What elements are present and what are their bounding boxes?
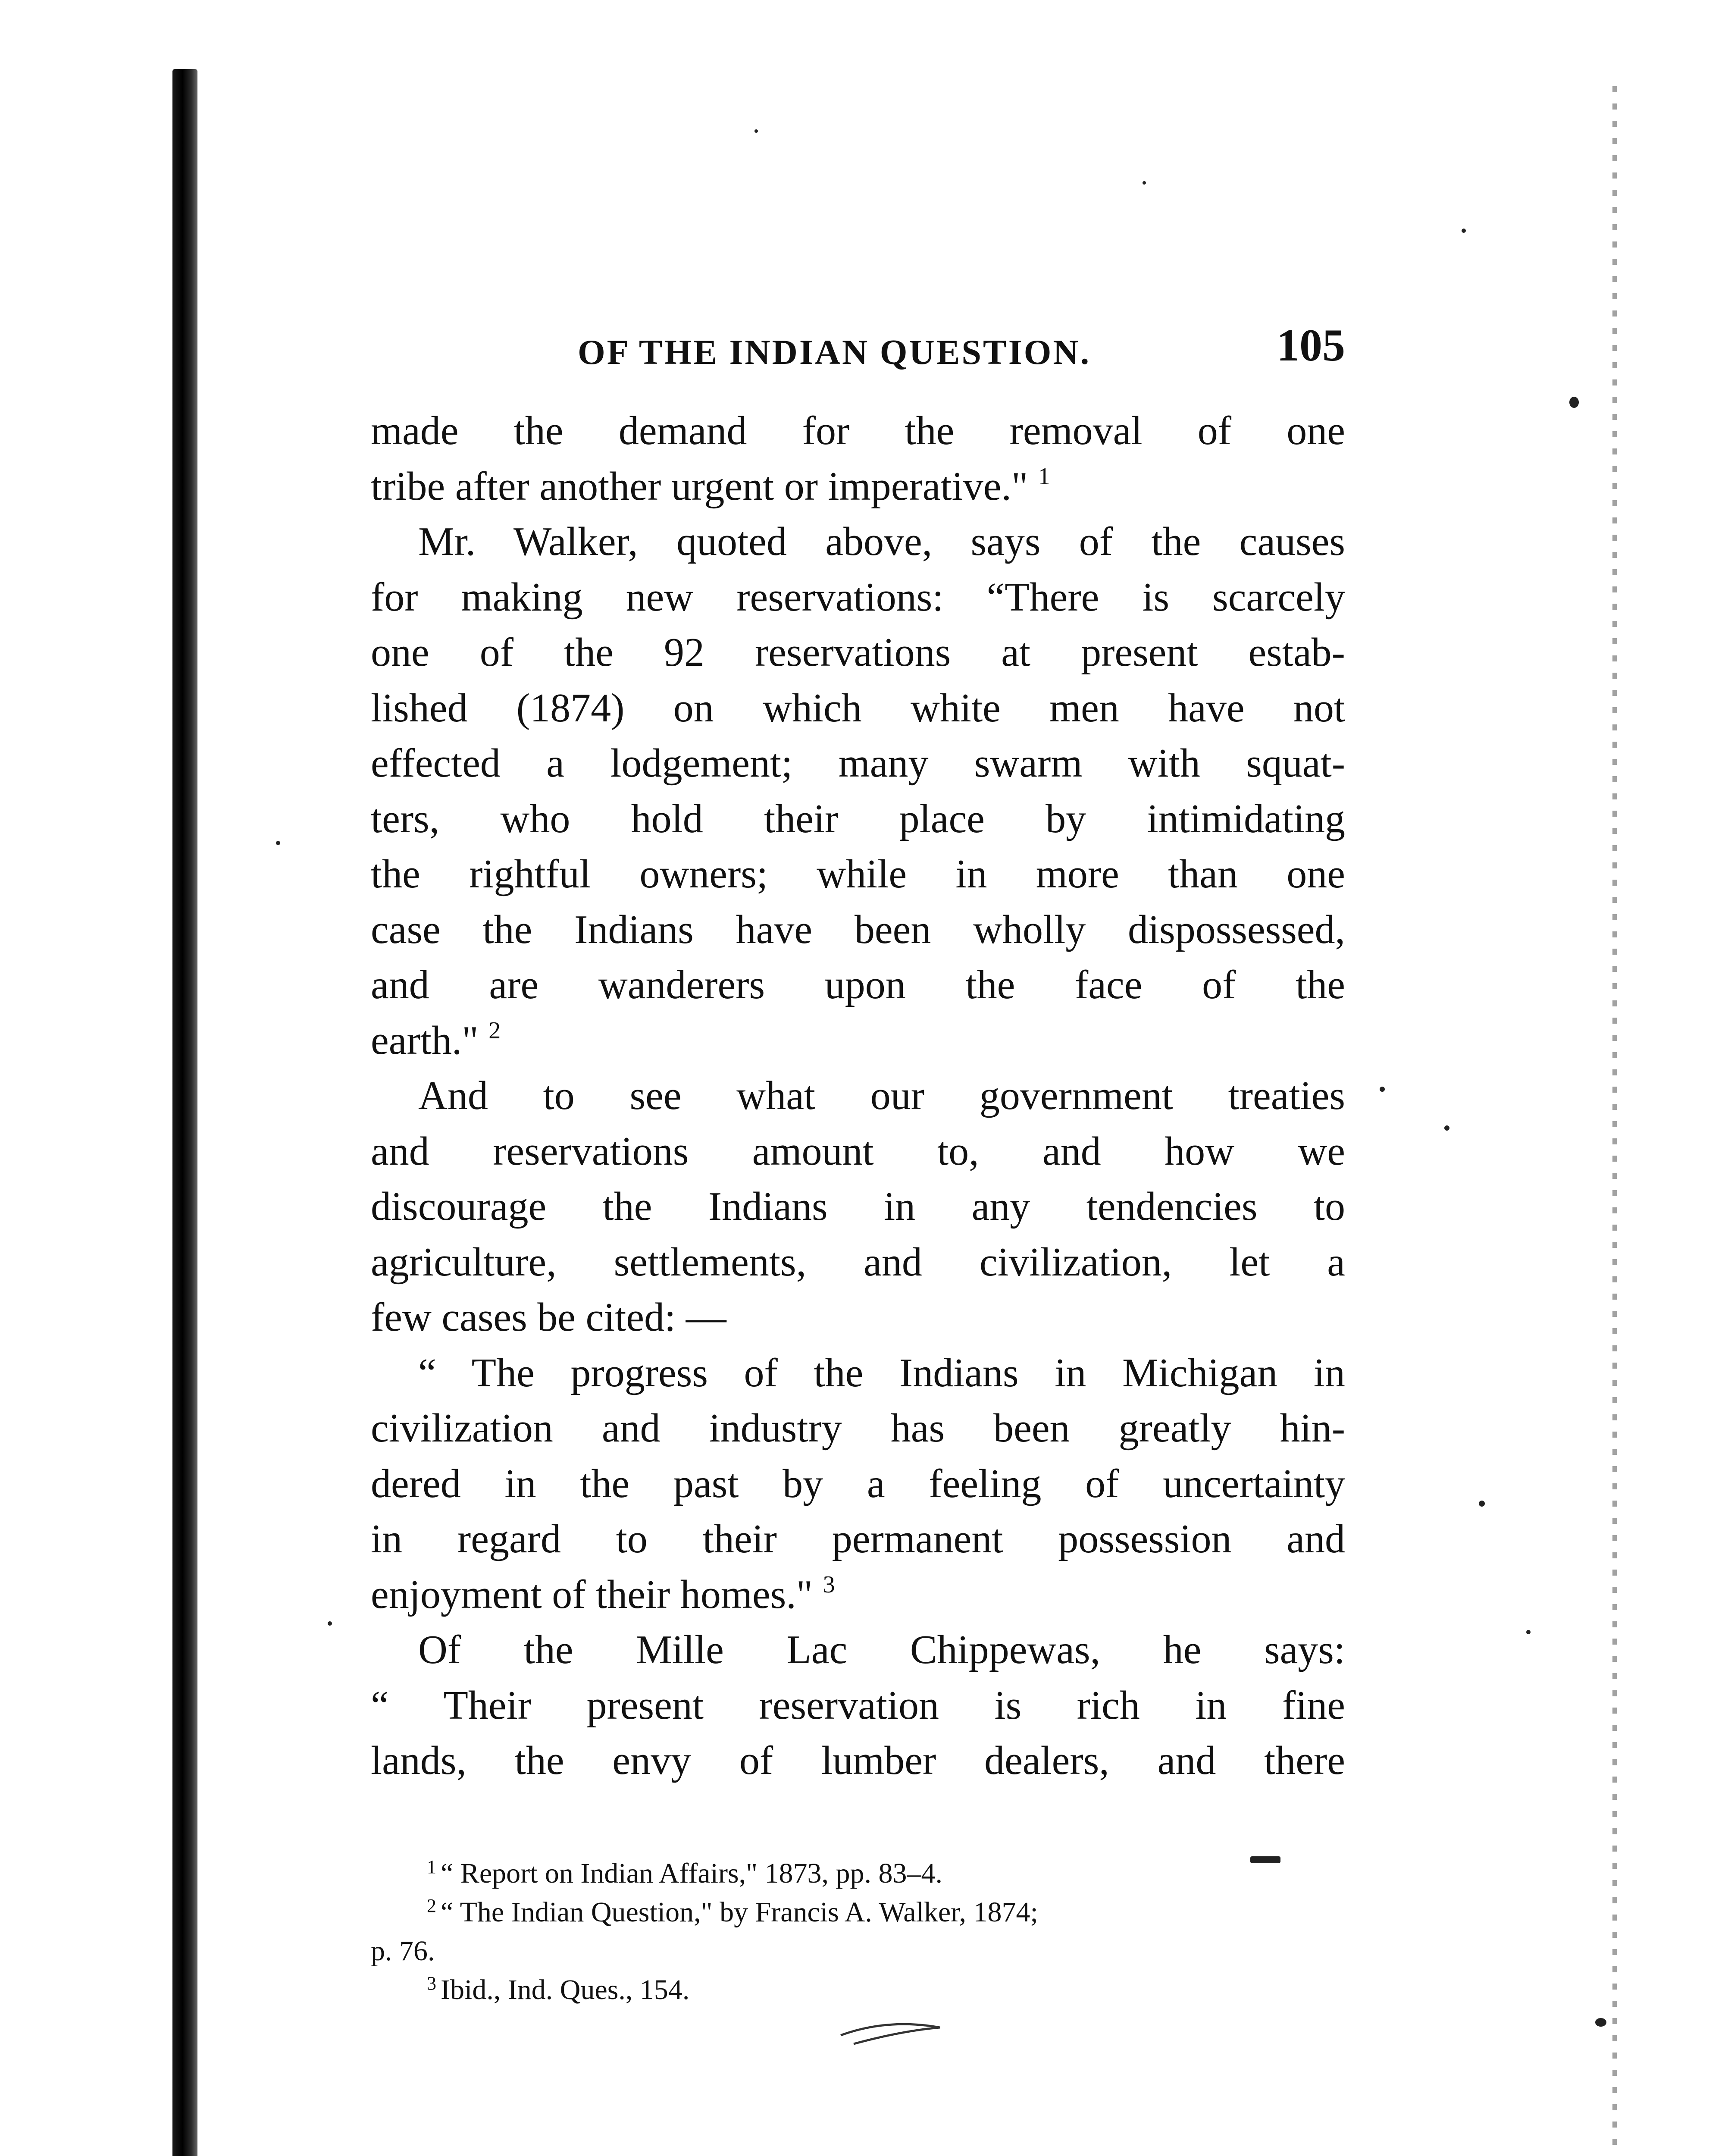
text-line-content: Mr. Walker, quoted above, says of the causes [418,519,1345,564]
text-line-content: “ The progress of the Indians in Michigan in [418,1350,1345,1395]
text-line [371,1401,1345,1456]
text-line-content: and reservations amount to, and how we [371,1128,1345,1174]
text-line-content: the rightful owners; while in more than one [371,852,1345,896]
footnote [371,1971,1345,2009]
text-line [371,1179,1345,1235]
text-line [371,846,1345,902]
pencil-arrow-mark [836,2009,949,2048]
binding-edge [172,69,197,2156]
footnote [371,1854,1345,1893]
text-line [371,1068,1345,1124]
text-line [371,1345,1345,1401]
text-line [371,1622,1345,1678]
text-line [371,570,1345,625]
text-line-content: case the Indians have been wholly dispossessed, [371,907,1345,952]
page-number: 105 [1277,320,1345,370]
body-text [371,403,1345,1789]
text-line [371,625,1345,680]
text-line-content: in regard to their permanent possession and [371,1517,1345,1561]
text-line-content: tribe after another urgent or imperative." [371,464,1028,509]
footnote-reference: 1 [1038,463,1050,490]
text-line [371,791,1345,847]
text-line-content: dered in the past by a feeling of uncertainty [371,1461,1345,1506]
text-line [371,1290,1345,1345]
text-line [371,459,1345,514]
text-line-content: civilization and industry has been greatly hin- [371,1406,1345,1451]
text-line-content: and are wanderers upon the face of the [371,962,1345,1007]
text-line [371,1733,1345,1789]
text-line [371,1235,1345,1290]
footnote [371,1932,1345,1971]
text-line [371,514,1345,570]
text-line-content: effected a lodgement; many swarm with squat- [371,741,1345,786]
text-line [371,1678,1345,1733]
text-line-content: enjoyment of their homes." [371,1572,813,1617]
footnote-number: 3 [427,1973,436,1994]
text-line-content: agriculture, settlements, and civilization, let a [371,1239,1345,1285]
footnote-text: Ibid., Ind. Ques., 154. [441,1974,690,2006]
footnote-reference: 2 [488,1017,501,1044]
text-line [371,1567,1345,1623]
text-line [371,1511,1345,1567]
text-line [371,736,1345,791]
footnote-reference: 3 [823,1571,835,1598]
text-line-content: ters, who hold their place by intimidating [371,796,1345,841]
text-line [371,1013,1345,1069]
text-line-content: made the demand for the removal of one [371,408,1345,453]
text-line [371,902,1345,958]
footnote-number: 1 [427,1856,436,1877]
text-line-content: And to see what our government treaties [418,1073,1345,1118]
page-header [371,315,1345,375]
text-line [371,403,1345,459]
text-line-content: “ Their present reservation is rich in fine [371,1683,1345,1728]
text-line [371,957,1345,1013]
text-line-content: earth." [371,1018,479,1063]
text-line [371,680,1345,736]
text-line-content: discourage the Indians in any tendencies to [371,1184,1345,1229]
footnote [371,1893,1345,1932]
text-line-content: for making new reservations: “There is scarcely [371,574,1345,620]
footnote-text: p. 76. [371,1935,435,1967]
footnote-text: “ Report on Indian Affairs," 1873, pp. 83–4. [441,1858,943,1889]
text-line-content: lished (1874) on which white men have not [371,685,1345,730]
text-line-content: lands, the envy of lumber dealers, and there [371,1738,1345,1783]
footnote-number: 2 [427,1895,436,1916]
text-line-content: one of the 92 reservations at present estab- [371,630,1345,675]
text-line [371,1456,1345,1512]
footnotes [371,1854,1345,2009]
text-line-content: Of the Mille Lac Chippewas, he says: [418,1627,1345,1672]
text-line [371,1124,1345,1179]
running-head: OF THE INDIAN QUESTION. [578,332,1091,372]
page-edge-marks [1612,86,1617,2156]
footnote-text: “ The Indian Question," by Francis A. Walker, 1874; [441,1896,1038,1928]
text-line-content: few cases be cited: — [371,1295,726,1340]
